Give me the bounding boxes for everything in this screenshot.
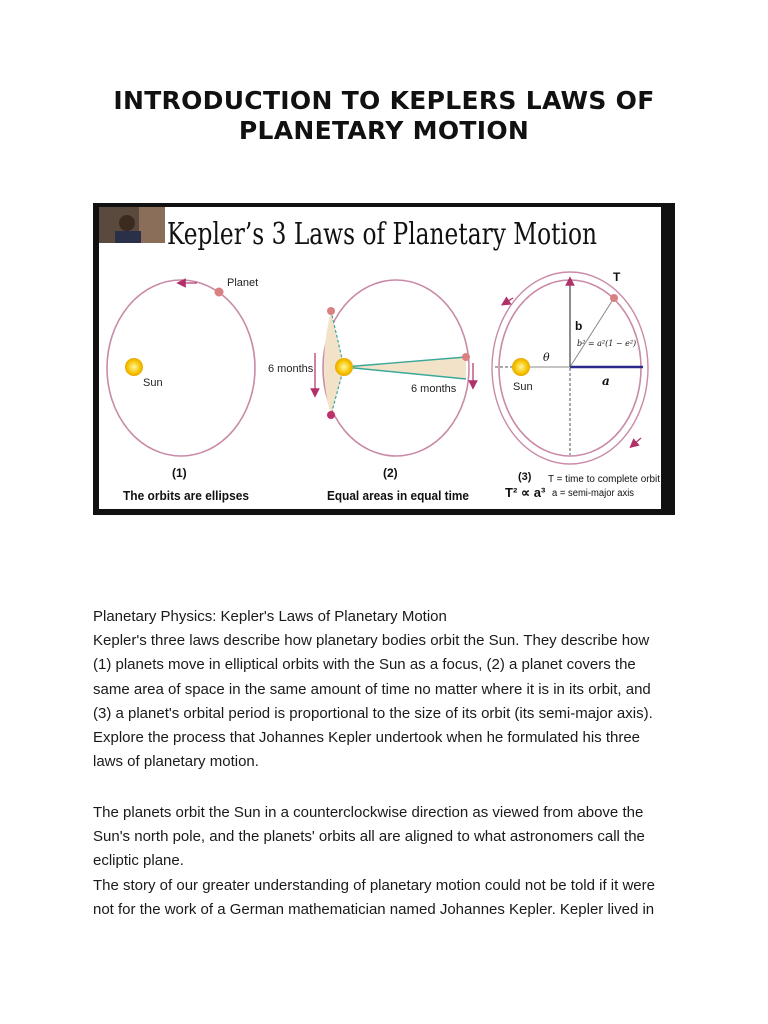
theta-label: θ [543,351,550,364]
planet-label: Planet [227,277,259,289]
paragraph-line: Kepler's three laws describe how planetary bodies orbit the Sun. They describe how [93,632,650,650]
a-definition: a = semi-major axis [552,488,634,499]
diagram-1-number: (1) [172,466,187,480]
paragraph-line: The story of our greater understanding of planetary motion could not be told if it were [93,876,655,894]
paragraph-line: not for the work of a German mathematician named Johannes Kepler. Kepler lived in [93,900,655,918]
figure-heading: Kepler’s 3 Laws of Planetary Motion [167,217,597,252]
diagram-3-number: (3) [518,471,532,483]
planet-dot-1 [215,288,224,297]
planet-dot-2c [462,353,470,361]
kepler-laws-figure [93,203,675,515]
title-line-2: PLANETARY MOTION [238,116,530,145]
sun-3 [512,358,530,376]
document-title [60,86,708,146]
sun-label-1: Sun [143,377,163,389]
sun-1 [125,358,143,376]
planet-dot-3 [610,294,618,302]
planet-dot-2a [327,307,335,315]
kepler-third-law-relation: T² ∝ a³ [505,485,546,500]
paragraph-orbit-direction [93,801,683,922]
paragraph-line: The planets orbit the Sun in a counterclockwise direction as viewed from above the [93,804,644,821]
b-label: b [575,319,583,333]
b-formula: b² = a²(1 − e²) [577,339,637,348]
diagram-1-caption: The orbits are ellipses [123,488,249,503]
six-months-left: 6 months [268,363,314,375]
t-label: T [613,270,621,284]
paragraph-kepler-laws [93,605,683,774]
presenter-thumbnail [99,207,165,243]
paragraph-line: ecliptic plane. [93,852,184,870]
title-line-1: INTRODUCTION TO KEPLERS LAWS OF [113,86,655,115]
sun-2 [335,358,353,376]
paragraph-line: Planetary Physics: Kepler's Laws of Planetary Motion [93,608,447,625]
sun-label-3: Sun [513,381,533,393]
paragraph-line: (1) planets move in elliptical orbits with the Sun as a focus, (2) a planet covers the [93,656,636,674]
a-label: a [602,374,610,388]
kepler-diagram [93,203,675,515]
paragraph-line: same area of space in the same amount of time no matter where it is in its orbit, and [93,680,651,698]
paragraph-line: Sun's north pole, and the planets' orbits all are aligned to what astronomers call the [93,828,645,846]
diagram-2-number: (2) [383,466,398,480]
planet-dot-2b [327,411,335,419]
six-months-right: 6 months [411,383,457,395]
paragraph-line: (3) a planet's orbital period is proportional to the size of its orbit (its semi-major axis). [93,704,653,722]
paragraph-line: Explore the process that Johannes Kepler undertook when he formulated his three [93,729,641,747]
paragraph-line: laws of planetary motion. [93,753,259,771]
t-definition: T = time to complete orbit [548,474,661,485]
diagram-2-caption: Equal areas in equal time [327,488,469,503]
